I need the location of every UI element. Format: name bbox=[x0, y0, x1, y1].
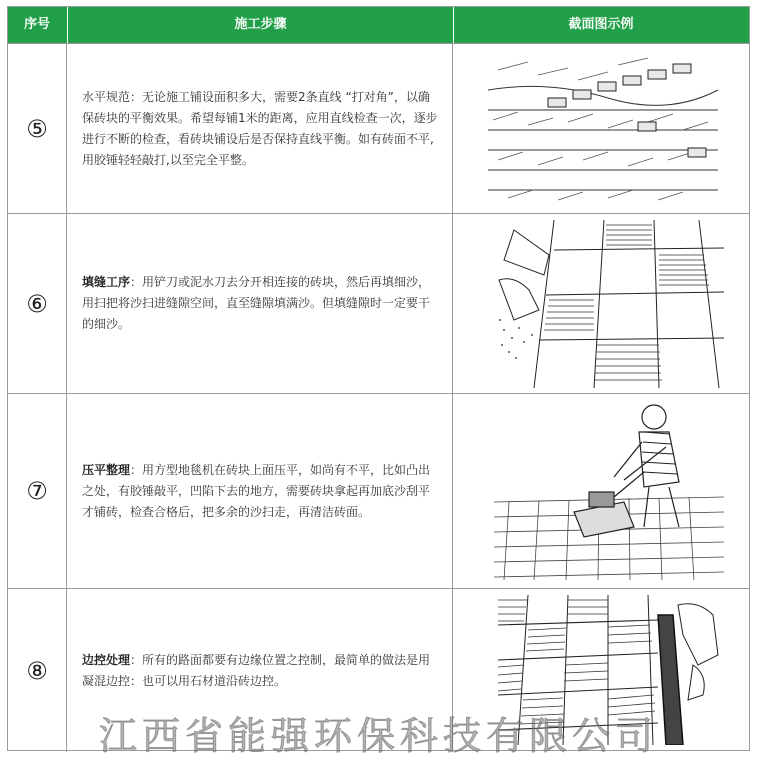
table-row-7 bbox=[8, 393, 749, 588]
step-text: ：用方型地毯机在砖块上面压平，如尚有不平，比如凸出之处，有胶锤敲平，凹陷下去的地方，需要砖块拿起再加底沙刮平才铺砖，检查合格后，把多余的沙扫走，再清洁砖面。 bbox=[82, 462, 431, 519]
step-title: 边控处理 bbox=[82, 652, 131, 667]
joint-filling-illustration bbox=[454, 214, 749, 393]
header-steps: 施工步骤 bbox=[67, 7, 454, 43]
table-row-6 bbox=[8, 213, 749, 393]
compacting-illustration bbox=[454, 394, 749, 588]
step-title: 填缝工序 bbox=[82, 275, 131, 289]
step-number: ⑥ bbox=[26, 289, 48, 318]
step-number: ⑧ bbox=[26, 656, 48, 685]
header-number: 序号 bbox=[23, 17, 50, 32]
company-watermark: 江西省能强环保科技有限公司 bbox=[98, 714, 658, 758]
step-title: 压平整理 bbox=[82, 462, 131, 477]
step-description bbox=[66, 394, 453, 588]
step-text: ：所有的路面都要有边缘位置之控制，最简单的做法是用凝混边控：也可以用石材道沿砖边控。 bbox=[82, 652, 431, 688]
table-header bbox=[8, 7, 749, 43]
step-text: 水平规范：无论施工铺设面积多大，需要2条直线 “打对角”，以确保砖块的平衡效果。希望每铺1米的距离，应用直线检查一次，逐步进行不断的检查，看砖块铺设后是否保持直线平衡。如有砖面不平,用胶锤轻轻敲打,以至完全平整。 bbox=[82, 89, 438, 167]
step-description bbox=[66, 44, 453, 213]
step-text: ：用铲刀或泥水刀去分开相连接的砖块，然后再填细沙，用扫把将沙扫进缝隙空间，直至缝隙填满沙。但填缝隙时一定要干的细沙。 bbox=[82, 275, 431, 331]
step-number: ⑤ bbox=[26, 114, 48, 143]
table-row-5 bbox=[8, 43, 749, 213]
step-number: ⑦ bbox=[26, 477, 48, 505]
step-description bbox=[66, 214, 453, 393]
construction-steps-table bbox=[7, 6, 750, 751]
leveling-paving-illustration bbox=[454, 44, 749, 213]
header-illustration: 截面图示例 bbox=[568, 17, 634, 32]
